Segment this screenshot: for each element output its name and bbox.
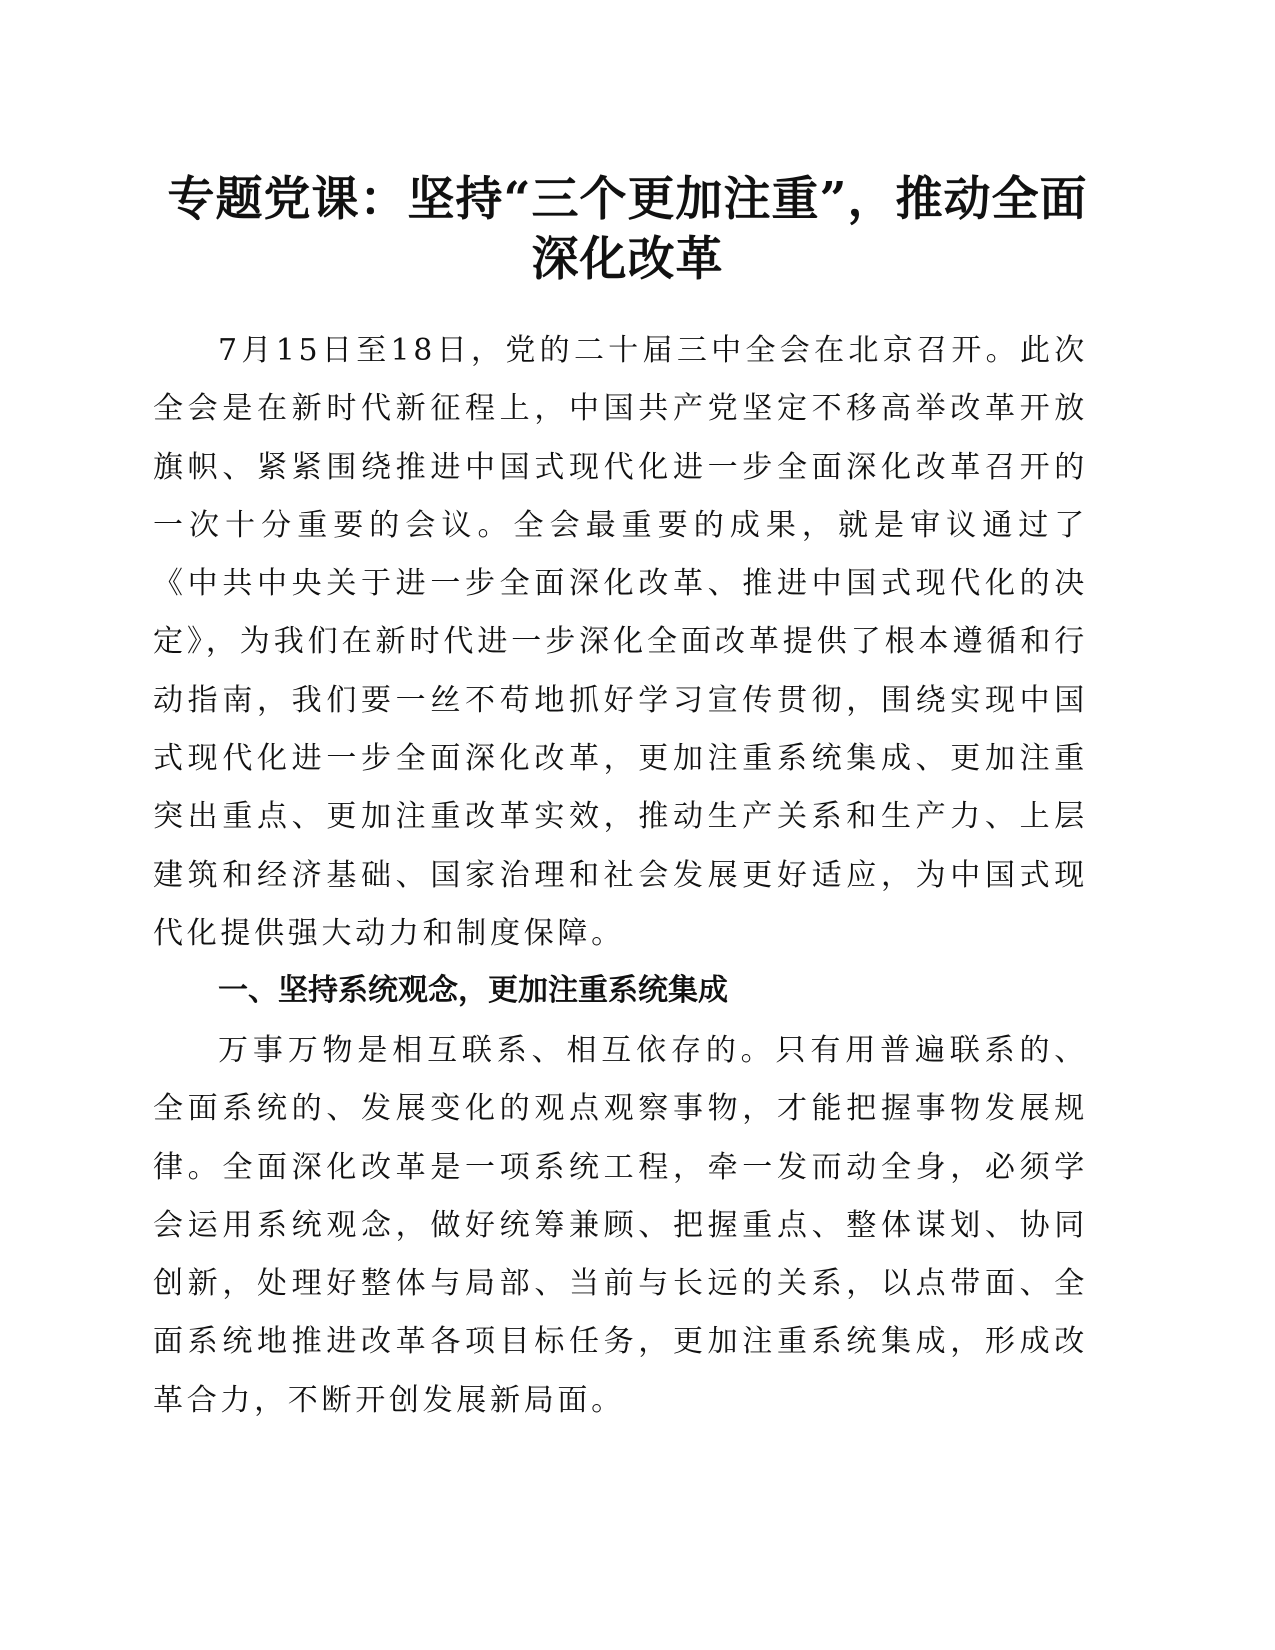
document-title bbox=[150, 170, 1105, 290]
section-heading-1: 一、坚持系统观念，更加注重系统集成 bbox=[218, 973, 728, 1008]
title-line-2: 深化改革 bbox=[531, 232, 724, 287]
title-line-1: 专题党课：坚持“三个更加注重”，推动全面 bbox=[167, 172, 1088, 227]
section-1-paragraph: 万事万物是相互联系、相互依存的。只有用普遍联系的、全面系统的、发展变化的观点观察事物，才能把握事物发展规律。全面深化改革是一项系统工程，牵一发而动全身，必须学会运用系统观念，做好统筹兼顾、把握重点、整体谋划、协同创新，处理好整体与局部、当前与长远的关系，以点带面、全面系统地推进改革各项目标任务，更加注重系统集成，形成改革合力，不断开创发展新局面。 bbox=[153, 1033, 1088, 1418]
intro-paragraph: 7月15日至18日，党的二十届三中全会在北京召开。此次全会是在新时代新征程上，中国共产党坚定不移高举改革开放旗帜、紧紧围绕推进中国式现代化进一步全面深化改革召开的一次十分重要的会议。全会最重要的成果，就是审议通过了《中共中央关于进一步全面深化改革、推进中国式现代化的决定》，为我们在新时代进一步深化全面改革提供了根本遵循和行动指南，我们要一丝不苟地抓好学习宣传贯彻，围绕实现中国式现代化进一步全面深化改革，更加注重系统集成、更加注重突出重点、更加注重改革实效，推动生产关系和生产力、上层建筑和经济基础、国家治理和社会发展更好适应，为中国式现代化提供强大动力和制度保障。 bbox=[153, 333, 1088, 951]
